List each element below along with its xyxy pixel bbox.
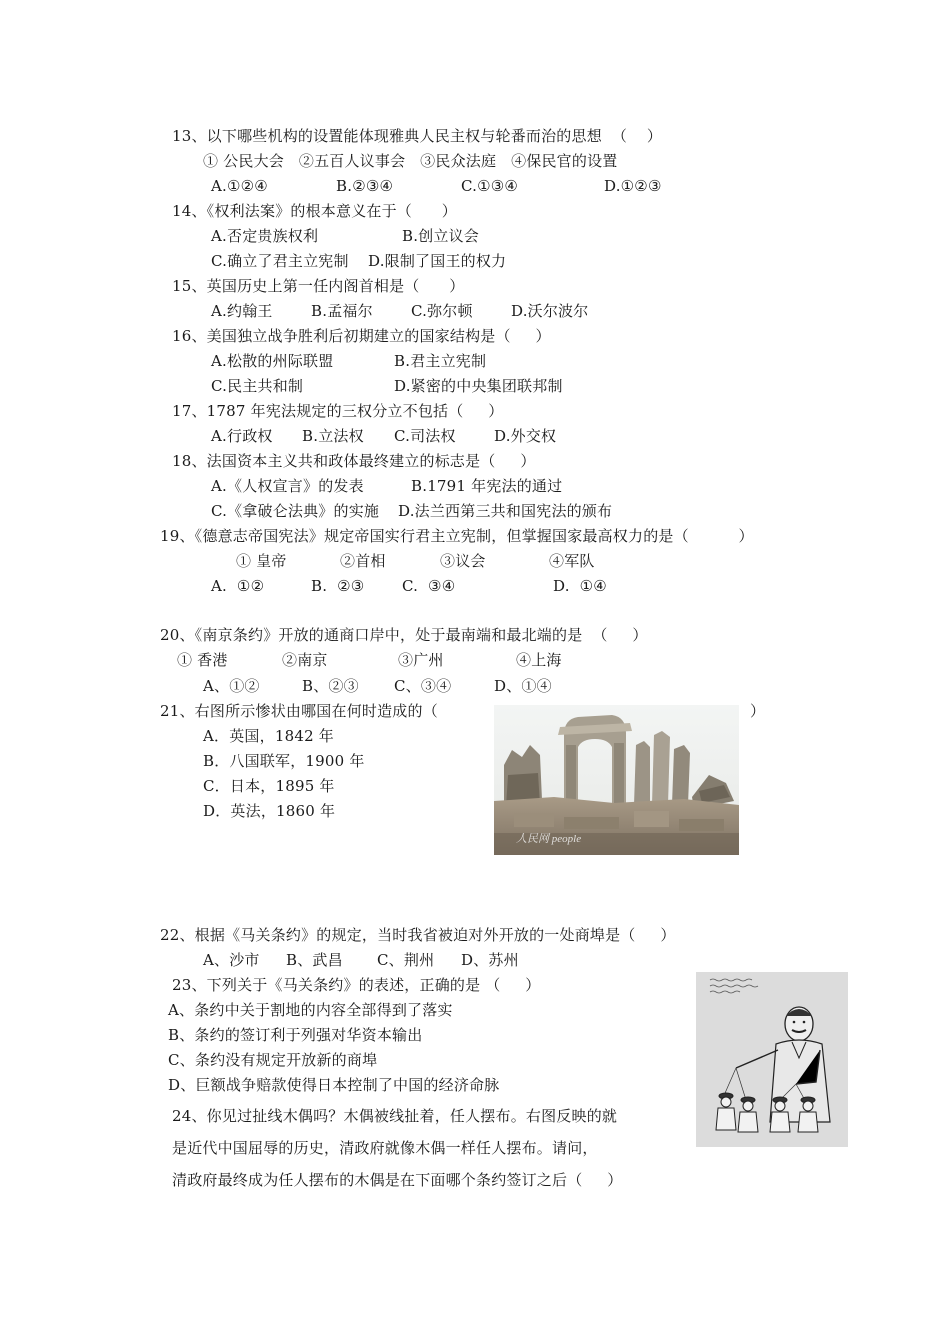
q13-items: ① 公民大会 ②五百人议事会 ③民众法庭 ④保民官的设置 bbox=[203, 152, 618, 170]
q20-stem: 20、《南京条约》开放的通商口岸中，处于最南端和最北端的是 （ ） bbox=[160, 626, 648, 644]
q13-option-d: D.①②③ bbox=[604, 177, 662, 195]
q19-item-2: ②首相 bbox=[340, 552, 386, 570]
q15-stem: 15、英国历史上第一任内阁首相是（ ） bbox=[172, 277, 465, 295]
q24-line-1: 24、你见过扯线木偶吗？木偶被线扯着，任人摆布。右图反映的就 bbox=[172, 1107, 618, 1125]
q20-option-b: B、②③ bbox=[302, 677, 359, 695]
photo-watermark: 人民网 people bbox=[516, 833, 582, 845]
puppet-illustration bbox=[696, 972, 848, 1147]
q19-option-d: D. ①④ bbox=[553, 577, 607, 595]
q13-stem: 13、以下哪些机构的设置能体现雅典人民主权与轮番而治的思想 （ ） bbox=[172, 127, 663, 145]
q19-item-3: ③议会 bbox=[440, 552, 486, 570]
q18-option-b: B.1791 年宪法的通过 bbox=[411, 477, 563, 495]
q14-option-b: B.创立议会 bbox=[402, 227, 479, 245]
q19-stem: 19、《德意志帝国宪法》规定帝国实行君主立宪制，但掌握国家最高权力的是（ ） bbox=[160, 527, 754, 545]
q23-option-a: A、条约中关于割地的内容全部得到了落实 bbox=[168, 1001, 453, 1019]
q20-option-c: C、③④ bbox=[394, 677, 452, 695]
q21-stem-close: ） bbox=[750, 702, 766, 720]
q21-stem: 21、右图所示惨状由哪国在何时造成的（ bbox=[160, 702, 438, 720]
q22-option-a: A、沙市 bbox=[203, 951, 260, 969]
q19-item-1: ① 皇帝 bbox=[236, 552, 287, 570]
q24-line-2: 是近代中国屈辱的历史，清政府就像木偶一样任人摆布。请问， bbox=[172, 1139, 598, 1157]
q13-option-c: C.①③④ bbox=[461, 177, 519, 195]
q13-option-b: B.②③④ bbox=[336, 177, 394, 195]
q22-option-c: C、荆州 bbox=[377, 951, 435, 969]
ruins-illustration bbox=[494, 705, 739, 855]
q22-option-d: D、苏州 bbox=[461, 951, 519, 969]
q19-option-c: C. ③④ bbox=[402, 577, 456, 595]
q20-item-4: ④上海 bbox=[516, 651, 562, 669]
q20-item-3: ③广州 bbox=[398, 651, 444, 669]
q22-stem: 22、根据《马关条约》的规定，当时我省被迫对外开放的一处商埠是（ ） bbox=[160, 926, 676, 944]
q23-option-c: C、条约没有规定开放新的商埠 bbox=[168, 1051, 378, 1069]
q14-option-c: C.确立了君主立宪制 bbox=[211, 252, 349, 270]
q16-option-d: D.紧密的中央集团联邦制 bbox=[394, 377, 563, 395]
q19-option-a: A. ①② bbox=[211, 577, 265, 595]
q19-item-4: ④军队 bbox=[549, 552, 595, 570]
q15-option-c: C.弥尔顿 bbox=[411, 302, 473, 320]
q17-stem: 17、1787 年宪法规定的三权分立不包括（ ） bbox=[172, 402, 504, 420]
q23-option-d: D、巨额战争赔款使得日本控制了中国的经济命脉 bbox=[168, 1076, 500, 1094]
q15-option-b: B.孟福尔 bbox=[311, 302, 373, 320]
q17-option-c: C.司法权 bbox=[394, 427, 456, 445]
q18-option-d: D.法兰西第三共和国宪法的颁布 bbox=[398, 502, 613, 520]
q17-option-d: D.外交权 bbox=[494, 427, 557, 445]
q15-option-d: D.沃尔波尔 bbox=[511, 302, 589, 320]
q20-item-2: ②南京 bbox=[282, 651, 328, 669]
q15-option-a: A.约翰王 bbox=[211, 302, 273, 320]
q17-option-b: B.立法权 bbox=[302, 427, 364, 445]
q14-stem: 14、《权利法案》的根本意义在于（ ） bbox=[172, 202, 457, 220]
q13-option-a: A.①②④ bbox=[211, 177, 268, 195]
q21-option-c: C．日本，1895 年 bbox=[203, 777, 335, 795]
q16-stem: 16、美国独立战争胜利后初期建立的国家结构是（ ） bbox=[172, 327, 551, 345]
q20-option-d: D、①④ bbox=[494, 677, 552, 695]
q21-option-a: A．英国，1842 年 bbox=[203, 727, 334, 745]
q23-stem: 23、下列关于《马关条约》的表述，正确的是 （ ） bbox=[172, 976, 541, 994]
q16-option-a: A.松散的州际联盟 bbox=[211, 352, 334, 370]
q14-option-d: D.限制了国王的权力 bbox=[368, 252, 507, 270]
q19-option-b: B. ②③ bbox=[311, 577, 365, 595]
q20-option-a: A、①② bbox=[203, 677, 260, 695]
q18-option-c: C.《拿破仑法典》的实施 bbox=[211, 502, 380, 520]
q18-stem: 18、法国资本主义共和政体最终建立的标志是（ ） bbox=[172, 452, 536, 470]
ruins-photo bbox=[494, 705, 739, 855]
q17-option-a: A.行政权 bbox=[211, 427, 273, 445]
q24-line-3: 清政府最终成为任人摆布的木偶是在下面哪个条约签订之后（ ） bbox=[172, 1171, 623, 1189]
q16-option-c: C.民主共和制 bbox=[211, 377, 304, 395]
q16-option-b: B.君主立宪制 bbox=[394, 352, 487, 370]
q21-option-d: D．英法，1860 年 bbox=[203, 802, 336, 820]
puppet-cartoon bbox=[696, 972, 848, 1147]
q14-option-a: A.否定贵族权利 bbox=[211, 227, 319, 245]
q23-option-b: B、条约的签订利于列强对华资本输出 bbox=[168, 1026, 423, 1044]
q18-option-a: A.《人权宣言》的发表 bbox=[211, 477, 364, 495]
q22-option-b: B、武昌 bbox=[286, 951, 343, 969]
q21-option-b: B．八国联军，1900 年 bbox=[203, 752, 365, 770]
q20-item-1: ① 香港 bbox=[177, 651, 228, 669]
